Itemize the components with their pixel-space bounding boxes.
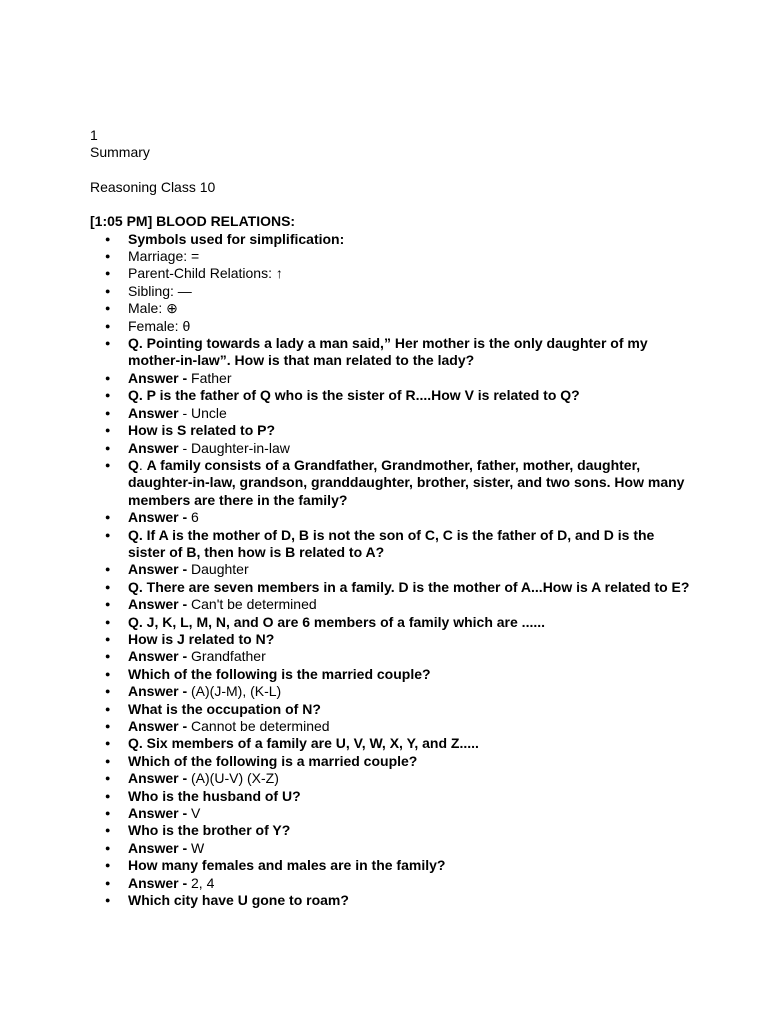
list-item bbox=[90, 753, 690, 770]
item-bold-text: Answer - bbox=[128, 874, 192, 891]
item-bold-text: Q. Six members of a family are U, V, W, X, Y, and Z..... bbox=[128, 735, 479, 752]
item-bold-text: Answer - bbox=[128, 561, 192, 578]
list-item bbox=[90, 370, 690, 387]
item-text: V bbox=[191, 805, 201, 822]
item-text: 6 bbox=[191, 509, 199, 526]
document-page bbox=[90, 127, 690, 909]
list-item bbox=[90, 300, 690, 317]
item-text: - Daughter-in-law bbox=[178, 439, 290, 456]
list-item bbox=[90, 561, 690, 578]
item-text: Parent-Child Relations: ↑ bbox=[128, 265, 283, 282]
item-bold-text: Answer - bbox=[128, 805, 192, 822]
summary-label: Summary bbox=[90, 144, 150, 161]
item-text: Father bbox=[191, 369, 232, 386]
list-item bbox=[90, 318, 690, 335]
item-text: 2, 4 bbox=[191, 874, 215, 891]
section-heading: [1:05 PM] BLOOD RELATIONS: bbox=[90, 213, 296, 230]
list-item bbox=[90, 335, 690, 370]
list-item bbox=[90, 840, 690, 857]
list-item bbox=[90, 248, 690, 265]
spacer bbox=[90, 196, 690, 213]
item-bold-text: Which city have U gone to roam? bbox=[128, 892, 349, 909]
list-item bbox=[90, 527, 690, 562]
item-text: Daughter bbox=[191, 561, 249, 578]
item-bold-text: Answer - bbox=[128, 596, 192, 613]
list-item bbox=[90, 666, 690, 683]
item-bold-text: Q. There are seven members in a family. D is the mother of A...How is A related to E? bbox=[128, 578, 690, 595]
list-item bbox=[90, 875, 690, 892]
item-bold-text: Symbols used for simplification: bbox=[128, 230, 345, 247]
list-item bbox=[90, 231, 690, 248]
list-item bbox=[90, 283, 690, 300]
class-title: Reasoning Class 10 bbox=[90, 178, 216, 195]
item-text: Grandfather bbox=[191, 648, 266, 665]
item-bold-text: Answer bbox=[128, 439, 179, 456]
item-bold-text: Q. J, K, L, M, N, and O are 6 members of a family which are ...... bbox=[128, 613, 546, 630]
item-bold-text: How is J related to N? bbox=[128, 630, 275, 647]
list-item bbox=[90, 387, 690, 404]
item-bold-text: Answer - bbox=[128, 369, 192, 386]
item-bold-text: Which of the following is the married couple? bbox=[128, 665, 431, 682]
list-item bbox=[90, 701, 690, 718]
item-bold-text: Answer - bbox=[128, 839, 192, 856]
item-bold-text: A family consists of a Grandfather, Grandmother, father, mother, daughter, daughter-in-law, grandson, granddaughter, brother, sister, and two sons. How many members are there in the family? bbox=[128, 456, 685, 508]
list-item bbox=[90, 718, 690, 735]
item-bold-text: Answer - bbox=[128, 683, 192, 700]
list-item bbox=[90, 265, 690, 282]
list-item bbox=[90, 805, 690, 822]
bullet-list bbox=[90, 231, 690, 910]
list-item bbox=[90, 770, 690, 787]
item-bold-text: Answer - bbox=[128, 770, 192, 787]
item-bold-text: Answer - bbox=[128, 718, 192, 734]
list-item bbox=[90, 683, 690, 700]
item-text: (A)(U-V) (X-Z) bbox=[191, 770, 279, 787]
item-bold-text: Answer - bbox=[128, 648, 192, 665]
list-item bbox=[90, 614, 690, 631]
item-text: Sibling: — bbox=[128, 282, 192, 299]
list-item bbox=[90, 440, 690, 457]
list-item bbox=[90, 405, 690, 422]
page-number: 1 bbox=[90, 127, 98, 143]
list-item bbox=[90, 788, 690, 805]
item-text: Can't be determined bbox=[191, 596, 317, 613]
list-item bbox=[90, 735, 690, 752]
list-item bbox=[90, 631, 690, 648]
list-item bbox=[90, 422, 690, 439]
list-item bbox=[90, 509, 690, 526]
item-text: Male: ⊕ bbox=[128, 300, 178, 317]
item-bold-text: Who is the husband of U? bbox=[128, 787, 301, 804]
item-text: . bbox=[138, 456, 147, 473]
list-item bbox=[90, 457, 690, 509]
item-text: Marriage: = bbox=[128, 248, 200, 265]
item-text: W bbox=[191, 839, 205, 856]
item-bold-text: Which of the following is a married couple? bbox=[128, 752, 418, 769]
item-bold-text: How is S related to P? bbox=[128, 422, 276, 439]
item-bold-text: Answer - bbox=[128, 509, 192, 526]
item-text: - Uncle bbox=[178, 404, 227, 421]
list-item bbox=[90, 648, 690, 665]
item-bold-text: What is the occupation of N? bbox=[128, 700, 321, 717]
list-item bbox=[90, 596, 690, 613]
list-item bbox=[90, 822, 690, 839]
item-text: Female: θ bbox=[128, 317, 191, 334]
item-bold-text: Q. Pointing towards a lady a man said,” Her mother is the only daughter of my mother-in-law”. How is that man related to the lady? bbox=[128, 335, 648, 369]
item-text: (A)(J-M), (K-L) bbox=[191, 683, 282, 700]
item-bold-text: Answer bbox=[128, 404, 179, 421]
list-item bbox=[90, 857, 690, 874]
item-text: Cannot be determined bbox=[191, 718, 330, 734]
item-bold-text: How many females and males are in the family? bbox=[128, 857, 446, 874]
item-bold-text: Who is the brother of Y? bbox=[128, 822, 291, 839]
item-bold-text: Q bbox=[128, 456, 139, 473]
list-item bbox=[90, 579, 690, 596]
item-bold-text: Q. P is the father of Q who is the sister of R....How V is related to Q? bbox=[128, 387, 580, 404]
list-item bbox=[90, 892, 690, 909]
spacer bbox=[90, 162, 690, 179]
item-bold-text: Q. If A is the mother of D, B is not the son of C, C is the father of D, and D is the sister of B, then how is B related to A? bbox=[128, 526, 655, 560]
